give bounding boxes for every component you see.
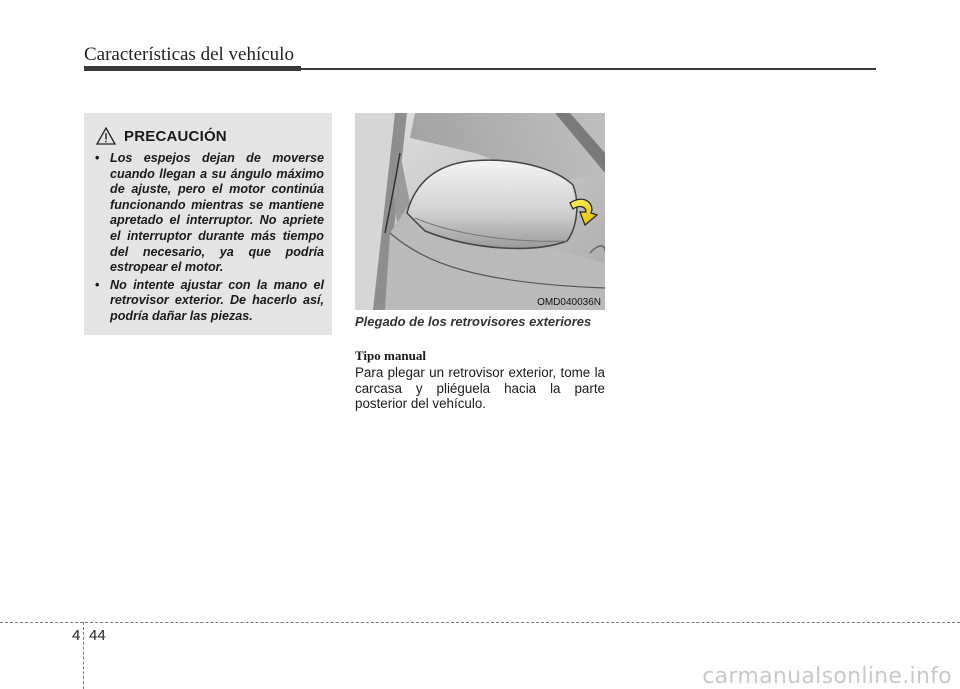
caution-item-text: No intente ajustar con la mano el retrovisor exterior. De hacerlo así, podría dañar las piezas. bbox=[110, 277, 324, 323]
caution-title: PRECAUCIÓN bbox=[124, 128, 227, 145]
watermark: carmanualsonline.info bbox=[702, 664, 952, 689]
header-rule-thin bbox=[301, 68, 876, 70]
footer-divider bbox=[83, 622, 84, 689]
caution-header bbox=[96, 123, 324, 145]
chapter-number: 4 bbox=[72, 627, 81, 644]
sub-heading: Tipo manual bbox=[355, 348, 426, 363]
header-rule-thick bbox=[84, 66, 301, 71]
footer-rule bbox=[0, 622, 960, 623]
caution-item-text: Los espejos dejan de moverse cuando llegan a su ángulo máximo de ajuste, pero el motor continúa funcionando mientras se mantiene apretado el interruptor. No apriete el interruptor durante más tiempo del necesario, ya que podría estropear el motor. bbox=[110, 151, 324, 275]
page-number: 44 bbox=[89, 627, 106, 644]
bullet-icon: • bbox=[95, 277, 100, 292]
caution-item bbox=[92, 151, 324, 276]
mirror-drawing bbox=[355, 113, 605, 310]
caution-item bbox=[92, 278, 324, 325]
caution-box bbox=[84, 113, 332, 335]
page-header-title: Características del vehículo bbox=[84, 44, 294, 65]
section-heading: Plegado de los retrovisores exteriores bbox=[355, 314, 592, 329]
bullet-icon: • bbox=[95, 151, 100, 165]
caution-list bbox=[92, 151, 324, 325]
body-paragraph: Para plegar un retrovisor exterior, tome la carcasa y pliéguela hacia la parte posterior del vehículo. bbox=[355, 365, 605, 411]
figure-code: OMD040036N bbox=[537, 297, 601, 308]
mirror-illustration bbox=[355, 113, 605, 310]
warning-triangle-icon bbox=[96, 127, 116, 145]
